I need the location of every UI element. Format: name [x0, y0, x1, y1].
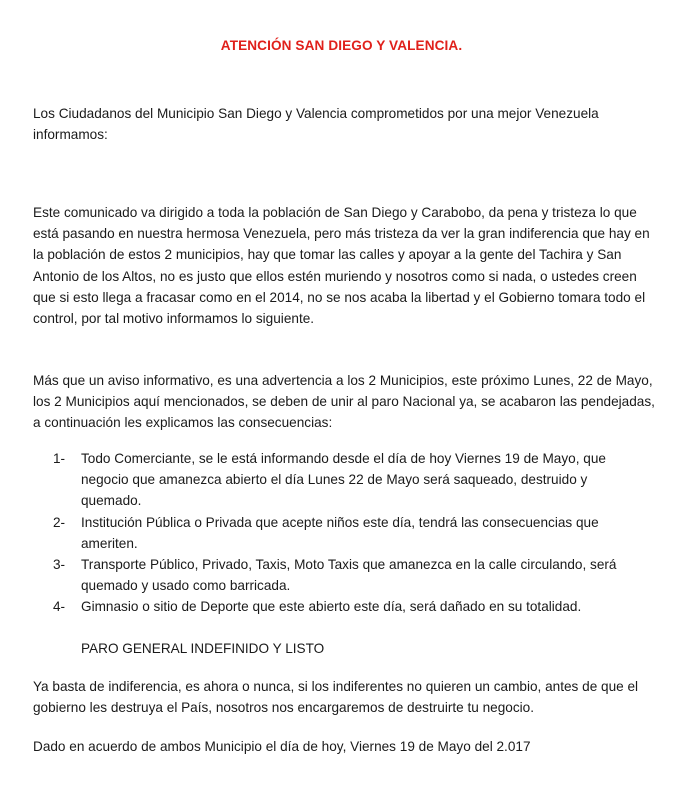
list-item: [33, 448, 658, 512]
list-item-number: 1-: [53, 451, 66, 466]
body-paragraph-1: Este comunicado va dirigido a toda la población de San Diego y Carabobo, da pena y tristeza lo que está pasando en nuestra hermosa Venezuela, pero más tristeza da ver la gran indiferencia que hay en la población de estos 2 municipios, hay que tomar las calles y apoyar a la gente del Tachira y San Antonio de los Altos, no es justo que ellos estén muriendo y nosotros como si nada, o ustedes creen que si esto llega a fracasar como en el 2014, no se nos acaba la libertad y el Gobierno tomara todo el control, por tal motivo informamos lo siguiente.: [33, 205, 650, 327]
list-item-text: Gimnasio o sitio de Deporte que este abierto este día, será dañado en su totalidad.: [81, 599, 582, 615]
list-item-number: 3-: [53, 557, 66, 573]
list-item-number: 2-: [53, 514, 66, 530]
document-title: ATENCIÓN SAN DIEGO Y VALENCIA.: [220, 38, 463, 53]
list-item: [33, 596, 658, 617]
body-paragraph-3: Ya basta de indiferencia, es ahora o nunca, si los indiferentes no quieren un cambio, antes de que el gobierno les destruya el País, nosotros nos encargaremos de destruirte tu negocio.: [33, 679, 639, 716]
list-item: [33, 512, 658, 554]
list-item-text: Institución Pública o Privada que acepte niños este día, tendrá las consecuencias que ameriten.: [81, 514, 599, 551]
closing-line: Dado en acuerdo de ambos Municipio el día de hoy, Viernes 19 de Mayo del 2.017: [33, 739, 531, 754]
body-paragraph-2: Más que un aviso informativo, es una advertencia a los 2 Municipios, este próximo Lunes, 22 de Mayo, los 2 Municipios aquí mencionados, se deben de unir al paro Nacional ya, se acabaron las pendejadas, a continuación les explicamos las consecuencias:: [33, 373, 655, 431]
consequences-list: [33, 448, 658, 618]
list-item-number: 4-: [53, 599, 66, 615]
intro-paragraph: Los Ciudadanos del Municipio San Diego y Valencia comprometidos por una mejor Venezuela informamos:: [33, 106, 599, 143]
list-item: [33, 554, 658, 596]
slogan-line: PARO GENERAL INDEFINIDO Y LISTO: [81, 641, 325, 656]
list-item-text: Todo Comerciante, se le está informando desde el día de hoy Viernes 19 de Mayo, que negocio que amanezca abierto el día Lunes 22 de Mayo será saqueado, destruido y quemado.: [81, 451, 606, 509]
list-item-text: Transporte Público, Privado, Taxis, Moto Taxis que amanezca en la calle circulando, será quemado y usado como barricada.: [81, 557, 617, 594]
